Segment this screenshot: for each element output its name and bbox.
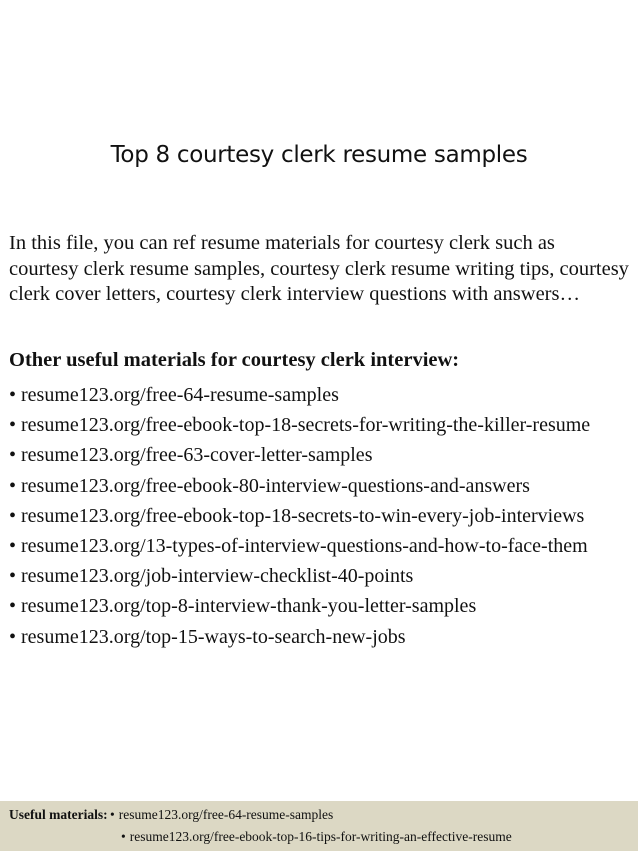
intro-paragraph: In this file, you can ref resume materials for courtesy clerk such as courtesy clerk resume samples, courtesy clerk resume writing tips, courtesy clerk cover letters, courtesy clerk interview questions with answers… bbox=[9, 232, 629, 305]
material-link[interactable]: resume123.org/top-8-interview-thank-you-letter-samples bbox=[21, 595, 477, 618]
list-item bbox=[9, 440, 590, 470]
material-link[interactable]: resume123.org/13-types-of-interview-questions-and-how-to-face-them bbox=[21, 534, 588, 557]
footer-item bbox=[110, 807, 333, 823]
footer-bar bbox=[0, 801, 638, 851]
footer-item bbox=[121, 829, 512, 845]
materials-heading: Other useful materials for courtesy clerk interview: bbox=[9, 349, 460, 371]
list-item bbox=[9, 622, 590, 652]
bullet-icon: • bbox=[9, 565, 17, 588]
bullet-icon: • bbox=[9, 474, 17, 497]
bullet-icon: • bbox=[9, 534, 17, 557]
list-item bbox=[9, 501, 590, 531]
footer-link[interactable]: resume123.org/free-64-resume-samples bbox=[118, 807, 334, 822]
material-link[interactable]: resume123.org/free-ebook-top-18-secrets-for-writing-the-killer-resume bbox=[21, 414, 591, 437]
list-item bbox=[9, 471, 590, 501]
material-link[interactable]: resume123.org/job-interview-checklist-40-points bbox=[21, 565, 414, 588]
bullet-icon: • bbox=[9, 504, 17, 527]
material-link[interactable]: resume123.org/free-ebook-80-interview-questions-and-answers bbox=[21, 474, 530, 497]
material-link[interactable]: resume123.org/free-63-cover-letter-samples bbox=[21, 444, 373, 467]
footer-link[interactable]: resume123.org/free-ebook-top-16-tips-for-writing-an-effective-resume bbox=[129, 829, 512, 844]
material-link[interactable]: resume123.org/top-15-ways-to-search-new-jobs bbox=[21, 625, 406, 648]
materials-link-list bbox=[9, 380, 590, 652]
bullet-icon: • bbox=[9, 625, 17, 648]
page-title: Top 8 courtesy clerk resume samples bbox=[110, 142, 528, 168]
list-item bbox=[9, 410, 590, 440]
bullet-icon: • bbox=[9, 595, 17, 618]
footer-label-colon: : bbox=[103, 807, 108, 822]
footer-label bbox=[9, 807, 108, 823]
bullet-icon: • bbox=[110, 807, 115, 822]
bullet-icon: • bbox=[9, 384, 17, 406]
list-item bbox=[9, 591, 590, 621]
bullet-icon: • bbox=[9, 444, 17, 467]
material-link[interactable]: resume123.org/free-ebook-top-18-secrets-to-win-every-job-interviews bbox=[21, 504, 585, 527]
bullet-icon: • bbox=[121, 829, 126, 844]
bullet-icon: • bbox=[9, 414, 17, 437]
list-item bbox=[9, 531, 590, 561]
list-item bbox=[9, 561, 590, 591]
footer-label-text: Useful materials bbox=[9, 807, 104, 822]
material-link[interactable]: resume123.org/free-64-resume-samples bbox=[21, 384, 339, 406]
list-item bbox=[9, 380, 590, 410]
